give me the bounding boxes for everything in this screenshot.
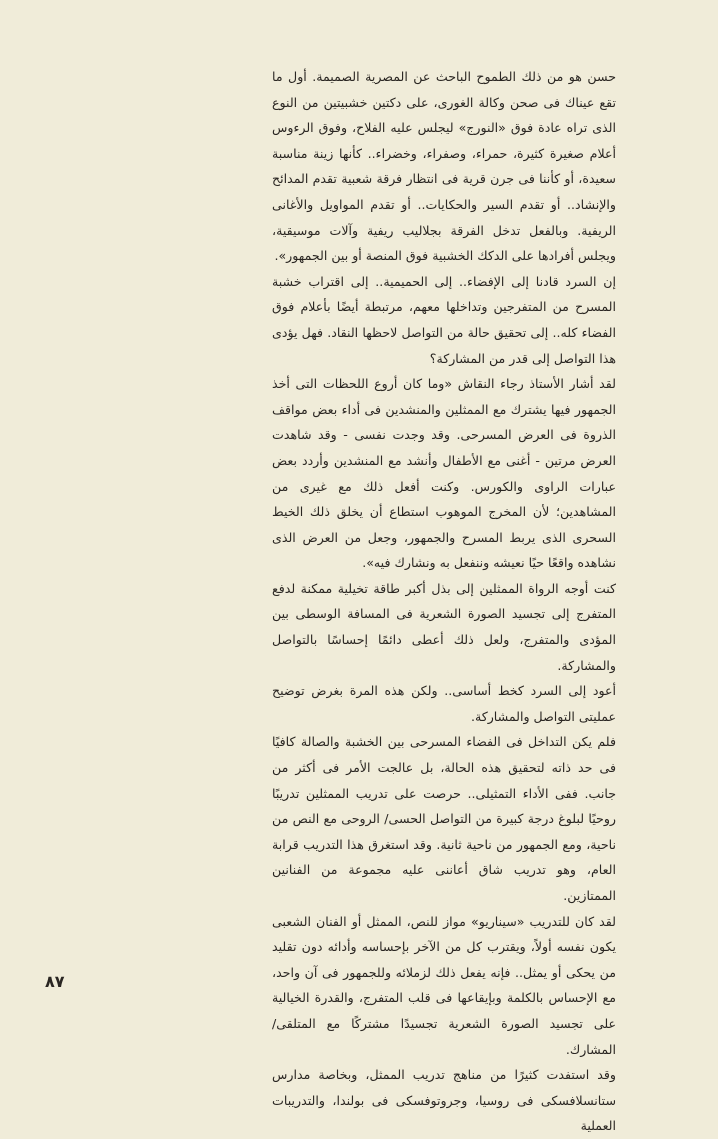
body-text — [272, 64, 616, 1139]
paragraph: لقد أشار الأستاذ رجاء النقاش «وما كان أروع اللحظات التى أخذ الجمهور فيها يشترك مع الممثلين والمنشدين فى أداء بعض مواقف الذروة فى العرض المسرحى. وقد وجدت نفسى - وقد شاهدت العرض مرتين - أغنى مع الأطفال وأنشد مع المنشدين وأردد بعض عبارات الراوى والكورس. وكنت أفعل ذلك مع غيرى من المشاهدين؛ لأن المخرج الموهوب استطاع أن يخلق ذلك الخيط السحرى الذى يربط المسرح والجمهور، وجعل من العرض الذى نشاهده واقعًا حيًا نعيشه وننفعل به ونشارك فيه». — [272, 376, 616, 571]
paragraph: وقد استفدت كثيرًا من مناهج تدريب الممثل، وبخاصة مدارس ستانسلافسكى فى روسيا، وجروتوفسكى فى بولندا، والتدريبات العملية — [272, 1067, 616, 1134]
paragraph: حسن هو من ذلك الطموح الباحث عن المصرية الصميمة. أول ما تقع عيناك فى صحن وكالة الغورى، على دكتين خشبيتين من النوع الذى تراه عادة فوق «النورج» ليجلس عليه الفلاح، وفوق الرءوس أعلام صغيرة كثيرة، حمراء، وصفراء، وخضراء.. كأنها زينة مناسبة سعيدة، أو كأننا فى جرن قرية فى انتظار فرقة شعبية تقدم المدائح والإنشاد.. أو تقدم السير والحكايات.. أو تقدم المواويل والأغانى الريفية. وبالفعل تدخل الفرقة بجلاليب ريفية وآلات موسيقية، ويجلس أفرادها على الدكك الخشبية فوق المنصة أو بين الجمهور». — [272, 69, 616, 264]
paragraph: أعود إلى السرد كخط أساسى.. ولكن هذه المرة بغرض توضيح عمليتى التواصل والمشاركة. — [272, 683, 616, 724]
paragraph: لقد كان للتدريب «سيناريو» مواز للنص، الممثل أو الفنان الشعبى يكون نفسه أولاً، ويقترب كل من الآخر بإحساسه وأدائه دون تقليد من يحكى أو يمثل.. فإنه يفعل ذلك لزملائه وللجمهور فى آن واحد، مع الإحساس بالكلمة وبإيقاعها فى قلب المتفرج، والقدرة الخيالية على تجسيد الصورة الشعرية تجسيدًا مشتركًا مع المتلقى/ المشارك. — [272, 913, 616, 1057]
paragraph: فلم يكن التداخل فى الفضاء المسرحى بين الخشبة والصالة كافيًا فى حد ذاته لتحقيق هذه الحالة، بل عالجت الأمر فى أكثر من جانب. ففى الأداء التمثيلى.. حرصت على تدريب الممثلين تدريبًا روحيًا لبلوغ درجة كبيرة من التواصل الحسى/ الروحى مع النص من ناحية، ومع الجمهور من ناحية ثانية. وقد استغرق هذا التدريب قرابة العام، وهو تدريب شاق أعاننى عليه مجموعة من الفنانين الممتازين. — [272, 734, 616, 903]
paragraph: كنت أوجه الرواة الممثلين إلى بذل أكبر طاقة تخيلية ممكنة لدفع المتفرج إلى تجسيد الصورة الشعرية فى المسافة الوسطى بين المؤدى والمتفرج، ولعل ذلك أعطى دائمًا إحساسًا بالتواصل والمشاركة. — [272, 580, 616, 673]
paragraph: إن السرد قادنا إلى الإفضاء.. إلى الحميمية.. إلى اقتراب خشبة المسرح من المتفرجين وتداخلها معهم، مرتبطة أيضًا بأعلام فوق الفضاء كله.. إلى تحقيق حالة من التواصل لاحظها النقاد. فهل يؤدى هذا التواصل إلى قدر من المشاركة؟ — [272, 273, 616, 366]
page-number: ٨٧ — [45, 972, 65, 991]
